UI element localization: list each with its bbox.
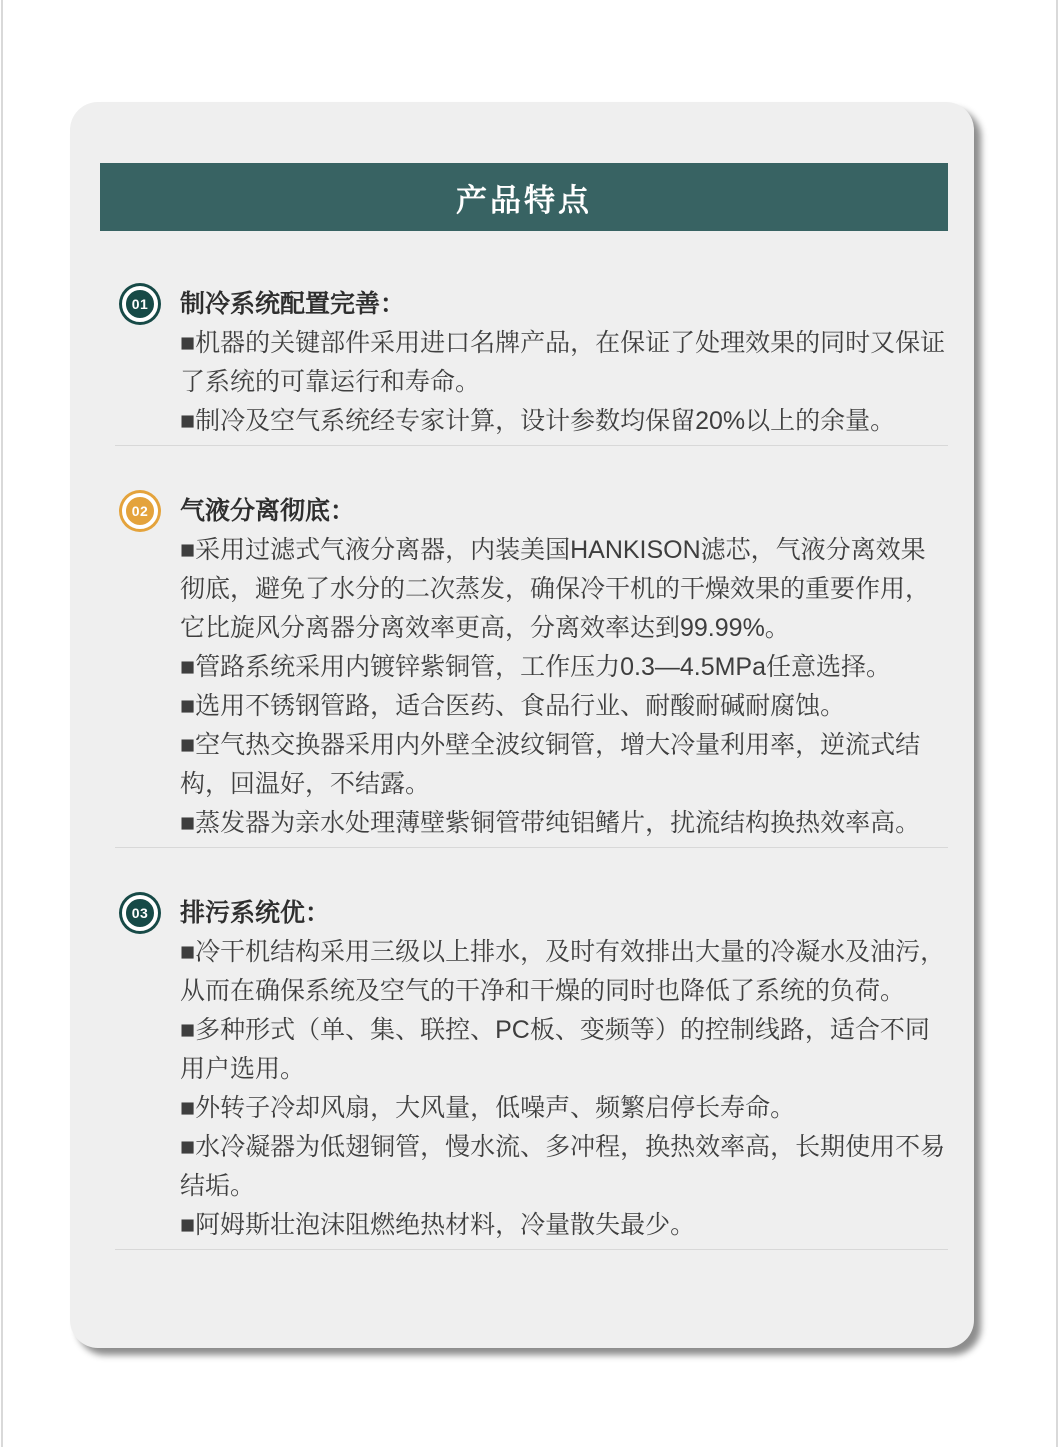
feature-bullet: ■空气热交换器采用内外壁全波纹铜管，增大冷量利用率，逆流式结构，回温好，不结露。	[180, 731, 921, 798]
feature-sections	[100, 285, 948, 1250]
section-bullets	[180, 933, 948, 1245]
feature-section	[100, 285, 948, 446]
section-bullets	[180, 531, 948, 843]
feature-bullet: ■制冷及空气系统经专家计算，设计参数均保留20%以上的余量。	[180, 407, 896, 435]
feature-bullet: ■水冷凝器为低翅铜管，慢水流、多冲程，换热效率高，长期使用不易结垢。	[180, 1133, 946, 1200]
feature-bullet: ■外转子冷却风扇，大风量，低噪声、频繁启停长寿命。	[180, 1094, 796, 1122]
feature-bullet: ■采用过滤式气液分离器，内装美国HANKISON滤芯，气液分离效果彻底，避免了水分的二次蒸发，确保冷干机的干燥效果的重要作用，它比旋风分离器分离效率更高，分离效率达到99.99%。	[180, 536, 931, 642]
section-bullets	[180, 324, 948, 441]
feature-bullet: ■多种形式（单、集、联控、PC板、变频等）的控制线路，适合不同用户选用。	[180, 1016, 930, 1083]
feature-section	[100, 894, 948, 1250]
feature-section	[100, 492, 948, 848]
section-number-badge: 02	[122, 493, 158, 529]
feature-bullet: ■阿姆斯壮泡沫阻燃绝热材料，冷量散失最少。	[180, 1211, 696, 1239]
page-title: 产品特点	[456, 182, 592, 218]
section-title: 制冷系统配置完善：	[180, 290, 406, 318]
feature-bullet: ■冷干机结构采用三级以上排水，及时有效排出大量的冷凝水及油污，从而在确保系统及空气的干净和干燥的同时也降低了系统的负荷。	[180, 938, 946, 1005]
section-number-badge: 03	[122, 895, 158, 931]
section-divider	[115, 1249, 948, 1250]
page-right-border	[1056, 0, 1058, 1447]
section-header-bar	[100, 163, 948, 231]
section-title: 排污系统优：	[180, 899, 331, 927]
section-title: 气液分离彻底：	[180, 497, 356, 525]
feature-bullet: ■机器的关键部件采用进口名牌产品，在保证了处理效果的同时又保证了系统的可靠运行和寿命。	[180, 329, 946, 396]
page-left-border	[1, 0, 3, 1447]
section-divider	[115, 445, 948, 446]
feature-bullet: ■选用不锈钢管路，适合医药、食品行业、耐酸耐碱耐腐蚀。	[180, 692, 846, 720]
feature-bullet: ■管路系统采用内镀锌紫铜管，工作压力0.3—4.5MPa任意选择。	[180, 653, 892, 681]
product-features-card	[70, 102, 974, 1348]
section-divider	[115, 847, 948, 848]
feature-bullet: ■蒸发器为亲水处理薄壁紫铜管带纯铝鳍片，扰流结构换热效率高。	[180, 809, 921, 837]
section-number-badge: 01	[122, 286, 158, 322]
